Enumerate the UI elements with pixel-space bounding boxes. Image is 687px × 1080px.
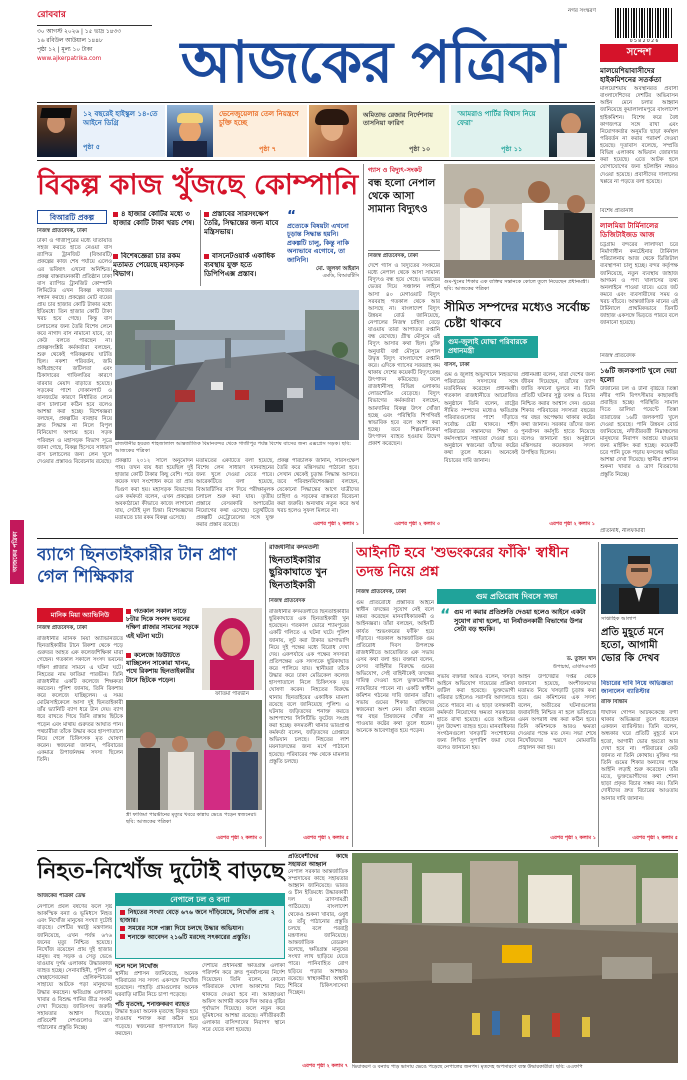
teaser-3-text: অমিতাভ রেজার নির্দেশনায় তাসনিয়া ফারিণ (363, 111, 433, 128)
sidebar-low-body: উজানের ঢল ও টানা বৃষ্টিতে তিস্তা নদীর পানি বিপৎসীমার কাছাকাছি প্রবাহিত হচ্ছে। পরিস্থিতি সামাল দিতে ডালিয়া পয়েন্টে তিস্তা ব্যারাজের ১৬টি জলকপাট খুলে দেওয়া হয়েছে। পানি উন্নয়ন বোর্ড জানিয়েছে, নদীতীরবর্তী নিম্নাঞ্চলের মানুষদের নিরাপদ আশ্রয়ে যাওয়ার জন্য মাইকিং করা হচ্ছে। কয়েকটি চরে পানি ঢুকে পড়ায় ফসলের ক্ষতির আশঙ্কা দেখা দিয়েছে। স্থানীয় প্রশাসন শুকনা খাবার ও ত্রাণ বিতরণের প্রস্তুতি নিচ্ছে। (600, 386, 678, 478)
teaser-2-text: ভেনেজুয়েলার তেল নিয়ন্ত্রণে চুক্তি হচ্ছে (219, 110, 299, 127)
floods-bullet-2-text: সময়ের সঙ্গে পাল্লা দিয়ে চলছে উদ্ধার অভিযান। (128, 925, 244, 933)
sidebar-mid-byline: নিজস্ব প্রতিবেদক (600, 353, 636, 359)
floods-sub-3: প্রতিবেশীদের কাছে সহায়তা আহ্বান (288, 853, 348, 868)
pm-photo-caption: গুম-খুনের শিকার এক ব্যক্তির সন্তানকে কোলে তুলে নিয়েছেন প্রধানমন্ত্রী। ছবি: আজকের পত্রিকা (444, 279, 589, 292)
column-label: সাপ্তাহিক আলাপ (601, 616, 637, 622)
lead-quote-text: প্রত্যেকে বিষয়টা এখনো চূড়ান্ত সিদ্ধান্ত হয়নি। প্রকল্পটি চালু, কিন্তু নাকি অন্যভাবে এগোবে, তা জানিনি। (287, 222, 349, 264)
floods-box-title: নেপালে ঢল ও বন্যা (116, 894, 284, 906)
pm-body-col-1: গুম ও জুলাই অভ্যুত্থানে নিহতদের পরিবারের সদস্যদের সঙ্গে মতবিনিময় করেছেন প্রধানমন্ত্রী। গতকাল রাজধানীতে আয়োজিত অনুষ্ঠানে তিনি বলেন, রাষ্ট্রের সীমিত সম্পদের মধ্যেও ক্ষতিগ্রস্ত পরিবারগুলোর পাশে দাঁড়াতে সর্বোচ্চ চেষ্টা থাকবে। শহীদ পরিবারের সন্তানদের শিক্ষা ও কর্মসংস্থানে সহায়তা দেওয়া হবে। অনুষ্ঠানে স্বজনেরা তাঁদের কষ্টের কথা তুলে ধরেন। অনেকেই বিচারের দাবি জানান। (444, 372, 518, 464)
column-portrait (601, 544, 678, 614)
pm-subhead: গুম-জুলাই যোদ্ধা পরিবারকে প্রধানমন্ত্রী (444, 336, 538, 358)
floods-headline[interactable]: নিহত-নিখোঁজ দুটোই বাড়ছে (37, 859, 285, 884)
teaser-3[interactable] (309, 105, 449, 157)
kamrangirchar-kicker: রাজধানীর কদমতলী (269, 544, 319, 551)
inquiry-headline[interactable]: আইনটি হবে 'শুভংকরের ফাঁকি' স্বাধীন তদন্ত নিয়ে প্রশ্ন (356, 545, 569, 580)
lead-quote (287, 210, 359, 290)
teaser-3-page: পৃষ্ঠা ১০ (409, 145, 431, 153)
sidebar-title: সন্দেশ (600, 44, 678, 62)
teaser-3-photo (309, 105, 357, 157)
lead-bullet-4 (204, 252, 284, 279)
teacher-byline: নিজস্ব প্রতিবেদক, ঢাকা (37, 625, 87, 631)
masthead-dates (37, 28, 157, 64)
edition: নগর সংস্করণ (568, 8, 596, 14)
lead-photo (115, 290, 359, 440)
lead-bullet-3-text: প্রস্তাবের সারসংক্ষেপ তৈরি, সিদ্ধান্তের জন্য যাবে মন্ত্রিসভায়। (204, 210, 279, 236)
pm-continued[interactable]: এরপর পৃষ্ঠা ২ কলাম ১ (549, 521, 595, 527)
floods-bullet-3-text: শনাক্তে আবেদন ২১৬টি মরদেহ সৎকারের প্রস্তুতি। (128, 933, 251, 941)
lead-body-col-1: ঢাকা ও গাজীপুরের মধ্যে যাতায়াত সহজ করতে হাতে নেওয়া বাস র‍্যাপিড ট্রানজিট (বিআরটি) প্রকল্পের কাজ শেষ পর্যায়ে এলেও এর ভবিষ্যৎ এখনো অনিশ্চিত। প্রকল্প বাস্তবায়নকারী প্রতিষ্ঠান ঢাকা বাস র‍্যাপিড ট্রানজিট কোম্পানি লিমিটেড এখন বিকল্প কাজের সন্ধান করছে। প্রকল্পের মোট ব্যয়ের প্রায় চার হাজার কোটি টাকার মধ্যে ইতিমধ্যে তিন হাজার কোটি টাকা খরচ হয়ে গেছে। কিন্তু বাস চলাচলের জন্য তৈরি বিশেষ লেনে কবে নাগাদ বাস নামানো যাবে, তা কেউ বলতে পারছেন না। প্রকল্পসংশ্লিষ্ট কর্মকর্তারা বলছেন, শুরু থেকেই পরিকল্পনায় ঘাটতি ছিল। নকশা পরিবর্তন, জমি অধিগ্রহণের জটিলতা এবং ঠিকাদারের গাফিলতির কারণে বারবার মেয়াদ বাড়াতে হয়েছে। সড়কের পাশে দোকানপাট ও যানজটের কারণে নির্ধারিত লেনে বাস চালানো কঠিন হবে বলেও আশঙ্কা করা হচ্ছে। বিশেষজ্ঞরা বলছেন, প্রকল্পটির ব্যবহার নিয়ে দ্রুত সিদ্ধান্ত না নিলে বিপুল বিনিয়োগ অপচয় হবে। সড়ক পরিবহন ও মহাসড়ক বিভাগ সূত্রে জানা গেছে, বিকল্প হিসেবে সাধারণ বাস চলাচলের জন্য লেন খুলে দেওয়ার প্রস্তাবও বিবেচনায় রয়েছে। (37, 238, 112, 465)
floods-box (115, 893, 285, 959)
nepal-power-byline: নিজস্ব প্রতিবেদক, ঢাকা (368, 253, 418, 259)
inquiry-body-col-3: আইন উপদেষ্টার দপ্তর থেকে জানানো হয়েছে, অংশীজনদের মতামত নিয়ে খসড়াটি চূড়ান্ত করা হবে। গুম কমিশনের এক সদস্য বলেন, অতীতের ঘটনাগুলোর জবাবদিহি নিশ্চিত না হলে ভবিষ্যতে এমন অপরাধ বন্ধ করা কঠিন হবে। তিনি কমিশনকে আরও ক্ষমতা দেওয়ার পক্ষে মত দেন। সভা শেষে নিখোঁজদের স্মরণে মোমবাতি প্রজ্বালন করা হয়। (518, 674, 596, 752)
column-headline[interactable]: প্রতি মুহূর্তে মনে হতো, আগামী ভোর কি দেখব (601, 627, 664, 664)
floods-sub-2: পাঁচ মৃতদেহ, শনাক্তকরণ ব্যাহত (115, 1001, 190, 1009)
floods-byline: আজকের পত্রিকা ডেস্ক (37, 893, 86, 899)
teacher-bullet-2 (126, 652, 200, 685)
teacher-body-col-1: রাজধানীর মানিক মিয়া অ্যাভিনিউতে ছিনতাইকারীর টানে রিকশা থেকে পড়ে গুরুতর আহত এক কলেজশিক্ষিকা মারা গেছেন। গতকাল সকালে সংসদ ভবনের দক্ষিণ প্লাজার সামনে এ ঘটনা ঘটে। নিহতের নাম ফাতিমা পারভীন। তিনি রাজধানীর একটি কলেজে শিক্ষকতা করতেন। পুলিশ জানায়, তিনি রিকশায় করে কলেজে যাচ্ছিলেন। এ সময় মোটরসাইকেলে আসা দুই ছিনতাইকারী তাঁর ভ্যানিটি ব্যাগ ধরে টান দেয়। ব্যাগ ধরে রাখতে গিয়ে তিনি রাস্তায় ছিটকে পড়েন এবং মাথায় গুরুতর আঘাত পান। পথচারীরা তাঁকে উদ্ধার করে হাসপাতালে নিয়ে গেলে চিকিৎসক মৃত ঘোষণা করেন। স্বজনেরা জানান, পরিবারের একমাত্র উপার্জনক্ষম সদস্য ছিলেন তিনি। (37, 636, 123, 764)
lead-bullet-1 (113, 210, 197, 228)
floods-body-col-3: দেশটির প্রধানমন্ত্রী ক্ষতিগ্রস্ত এলাকা পরিদর্শন করে দ্রুত পুনর্বাসনের নির্দেশ দিয়েছেন। তিনি বলেন, কোনো পরিবারকে খোলা আকাশের নিচে থাকতে দেওয়া হবে না। আবহাওয়া অফিস আগামী কয়েক দিন আরও বৃষ্টির পূর্বাভাস দিয়েছে। ফলে নতুন করে ভূমিধসের আশঙ্কা রয়েছে। নদীতীরবর্তী এলাকার বাসিন্দাদের নিরাপদ স্থানে সরে যেতে বলা হয়েছে। (202, 963, 285, 1034)
lead-bullet-1-text: ৪ হাজার কোটির মধ্যে ৩ হাজার কোটি টাকা খরচ শেষ। (113, 210, 195, 227)
floods-photo-caption: ভিয়াকরণ ও বন্যায় পাড় ভাসায় ভেঙে পড়েছে নেপালের জনপদ। মৃতদেহ অপসারণে ব্যস্ত উদ্ধারকারীরা। ছবি: এএফপি (352, 1064, 583, 1070)
floods-bullet-1-text: নিহতের সংখ্যা বেড়ে ৬৭৬ জনে দাঁড়িয়েছে, নিখোঁজ প্রায় ২ হাজার। (120, 909, 275, 925)
inquiry-body-col-2: সভায় বক্তারা আরও বলেন, খসড়া আইনে অভিযোগ দায়েরের প্রক্রিয়া জটিল করা হয়েছে। ভুক্তভোগী পরিবার চাইলেও সরাসরি আদালতে যেতে পারবে না। এ ছাড়া তদন্তকারী কর্মকর্তা নিয়োগের ক্ষমতা সরকারের হাতে রাখা হয়েছে। এতে আইনের মূল উদ্দেশ্য ব্যাহত হবে। মানবাধিকার সংগঠনগুলো খসড়াটি সংশোধনের জন্য লিখিত সুপারিশ জমা দেবে বলেও জানানো হয়। (437, 674, 515, 752)
teacher-portrait (202, 608, 262, 690)
teacher-photo-caption: স্ত্রী ফাতিমা পারভীনের মৃত্যুর খবরে কান্নায় ভেঙে পড়েন স্বজনেরা। ছবি: আজকের পত্রিকা (126, 812, 257, 825)
teaser-1[interactable] (37, 105, 165, 157)
sidebar-mid-body: চট্টগ্রাম বন্দরের লালদিয়া চরে নির্মাণাধীন কনটেইনার টার্মিনাল পরিচালনায় আজ থেকে ডিজিটাল ব্যবস্থাপনা চালু হচ্ছে। বন্দর কর্তৃপক্ষ জানিয়েছে, নতুন ব্যবস্থায় জাহাজ আগমন ও পণ্য খালাসের তথ্য অনলাইনে পাওয়া যাবে। এতে জট কমবে এবং ব্যবসায়ীদের সময় ও খরচ বাঁচবে। আন্তর্জাতিক মানের এই টার্মিনালে প্রাথমিকভাবে তিনটি জাহাজ একসঙ্গে ভিড়তে পারবে বলে জানানো হয়েছে। (600, 242, 678, 327)
website[interactable]: www.ajkerpatrika.com (37, 55, 102, 62)
day: রোববার (37, 10, 66, 20)
floods-photo (352, 853, 678, 1063)
barcode (615, 8, 673, 38)
inquiry-continued[interactable]: এরপর পৃষ্ঠা ২ কলাম ১ (550, 835, 596, 841)
masthead-day (37, 10, 97, 21)
teaser-1-text: ১২ বছরেই হাইস্কুল ১৪-তে আইনে ডিগ্রি (83, 110, 158, 127)
teaser-4-text: 'আমরাও পার্টির বিশ্বাস নিয়ে ফেরা' (457, 110, 536, 127)
pm-byline: বাসস, ঢাকা (444, 362, 470, 368)
newspaper-title: আজকের পত্রিকা (180, 28, 565, 96)
teaser-4-photo (549, 105, 595, 157)
pm-headline[interactable]: সীমিত সম্পদের মধ্যেও সর্বোচ্চ চেষ্টা থাকবে (444, 300, 590, 330)
lead-bullet-3 (204, 210, 284, 237)
quote-mark-icon: “ (287, 210, 297, 224)
floods-bullet-2 (120, 925, 280, 933)
sidebar-low-byline: প্রতিনিধি, নীলফামারী (600, 528, 645, 534)
side-label (10, 520, 24, 584)
kamrangirchar-headline[interactable]: ছিনতাইকারীর ছুরিকাঘাতে খুন ছিনতাইকারী (269, 555, 327, 591)
teaser-2-photo (167, 105, 213, 157)
inquiry-byline: নিজস্ব প্রতিবেদক, ঢাকা (356, 589, 406, 595)
inquiry-body-col-1: গুম প্রতিরোধে প্রস্তাবিত আইনে স্বাধীন তদন্তের সুযোগ নেই বলে মন্তব্য করেছেন মানবাধিকারকর্মী ও আইনজ্ঞরা। তাঁরা বলছেন, আইনটি কার্যত 'শুভংকরের ফাঁকি' হয়ে দাঁড়াবে। গতকাল আন্তর্জাতিক গুম প্রতিরোধ দিবস উপলক্ষে রাজধানীতে আয়োজিত এক সভায় এসব কথা বলা হয়। বক্তারা বলেন, যেসব বাহিনীর বিরুদ্ধে গুমের অভিযোগ, সেই বাহিনীকেই তদন্তের দায়িত্ব দেওয়া হলে ভুক্তভোগীরা ন্যায়বিচার পাবেন না। একটি স্বাধীন কমিশন গঠনের দাবি জানান তাঁরা। সভায় গুমের শিকার ব্যক্তিদের স্বজনেরা অংশ নেন। তাঁরা বছরের পর বছর প্রিয়জনের খোঁজ না পাওয়ার কষ্টের কথা তুলে ধরেন। অনেকে আবেগাপ্লুত হয়ে পড়েন। (356, 600, 434, 735)
sidebar-low-headline[interactable]: ১৬টি জলকপাট খুলে দেয়া হলো (600, 366, 677, 384)
lead-bullet-2-text: বিশেষজ্ঞেরা চার রকম মতামত পেয়েছে মহাসড়ক বিভাগ। (113, 252, 184, 278)
nepal-power-kicker: গ্যাস ও বিদ্যুৎ-সংকট (368, 166, 422, 174)
inquiry-banner: গুম প্রতিরোধ দিবসে সভা (437, 589, 596, 604)
teacher-headline[interactable]: ব্যাগে ছিনতাইকারীর টান প্রাণ গেল শিক্ষিকার (37, 545, 237, 588)
teacher-tag: মানিক মিয়া অ্যাভিনিউ (37, 608, 123, 622)
date-line-1: ৩০ আগস্ট ২০২৬ | ১৫ ভাদ্র ১৪৩৩ (37, 29, 121, 35)
teaser-4-page: পৃষ্ঠা ১১ (501, 145, 523, 153)
sidebar-top-headline[interactable]: মালয়েশিয়াবাসীদের হাইকমিশনের সতর্কতা (600, 66, 662, 84)
side-label-text: আজকের পত্রিকা (12, 531, 19, 573)
lead-bullet-2 (113, 252, 197, 279)
barcode-digits: 0 5 8 2 0 2 6 (629, 39, 659, 44)
lead-photo-caption: রাজধানীর হযরত শাহজালাল আন্তর্জাতিক বিমানবন্দর থেকে গাজীপুর পর্যন্ত বিশেষ বাসের জন্য এক্সপ্রেস সড়ক। ছবি: আজকের পত্রিকা (115, 441, 352, 454)
column-body: দীর্ঘদিন গোপন আটককেন্দ্রে বন্দী থাকার অভিজ্ঞতা তুলে ধরেছেন একজন ব্যারিস্টার। তিনি বলেন, অন্ধকার ঘরে প্রতিটি মুহূর্তে মনে হতো, আগামী ভোর হয়তো আর দেখা হবে না। পরিবারের কেউ জানত না তিনি কোথায়। মুক্তির পর তিনি গুমের শিকার অন্যদের পক্ষে আইনি লড়াই শুরু করেছেন। তাঁর মতে, ভুক্তভোগীদের কথা শোনা ছাড়া প্রকৃত বিচার সম্ভব নয়। তিনি দোষীদের দ্রুত বিচারের আওতায় আনার দাবি জানান। (601, 710, 678, 802)
quote-mark-icon: “ (440, 608, 451, 624)
pm-photo (444, 164, 595, 278)
teacher-bullet-2-text: কলেজে ডিউটিতে যাচ্ছিলেন সাকোরা খানম, পথে রিকশায় ছিনতাইকারীর টানে ছিটকে পড়েন। (126, 652, 195, 684)
sidebar-top-byline: বিশেষ প্রতিনিধি (600, 208, 633, 214)
teaser-2[interactable] (167, 105, 307, 157)
floods-body-col-1: নেপালে প্রবল বর্ষণের ফলে সৃষ্ট আকস্মিক বন্যা ও ভূমিধসে নিহত এবং নিখোঁজ মানুষের সংখ্যা দুটোই বাড়ছে। দেশটির স্বরাষ্ট্র মন্ত্রণালয় জানিয়েছে, এখন পর্যন্ত ৬৭৬ জনের মৃত্যু নিশ্চিত হয়েছে। নিখোঁজ রয়েছেন প্রায় দুই হাজার মানুষ। বহু সড়ক ও সেতু ভেঙে যাওয়ায় দুর্গম এলাকায় উদ্ধারকাজ ব্যাহত হচ্ছে। সেনাবাহিনী, পুলিশ ও স্বেচ্ছাসেবকেরা হেলিকপ্টারের সাহায্যে আটকে পড়া মানুষদের উদ্ধার করছেন। ক্ষতিগ্রস্ত এলাকায় খাবার ও বিশুদ্ধ পানির তীব্র সংকট দেখা দিয়েছে। জাতিসংঘ জরুরি সহায়তার আশ্বাস দিয়েছে। প্রতিবেশী দেশগুলোও ত্রাণ পাঠানোর প্রস্তুতি নিচ্ছে। (37, 904, 112, 1032)
inquiry-quote-text: গুম না করার প্রতিশ্রুতি দেওয়া হলেও আইনে একটা সুযোগ রাখা হলো, যা নির্যাতনকারী বিভাগের উপর সেটা বড় হুমকি। (454, 608, 586, 634)
teacher-bullet-1 (126, 608, 200, 641)
column-subhead: বিচারের দাবি নিয়ে অভিজ্ঞতা জানালেন ব্যারিস্টার (601, 680, 674, 696)
lead-tag: বিআরটি প্রকল্প (37, 210, 107, 224)
lead-body-col-2: প্রকল্পটি ২০১২ সালে অনুমোদন পায়। তখন ব্যয় ধরা হয়েছিল দুই হাজার কোটি টাকার কিছু বেশি। পরে কয়েক দফা সংশোধন করে তা প্রায় দ্বিগুণ করা হয়। মহাসড়ক বিভাগের এক কর্মকর্তা বলেন, এখন প্রকল্পের অবকাঠামো কীভাবে কাজে লাগানো যায়, সেটাই মূল চিন্তা। বিশেষজ্ঞদের মতামতে চার রকম বিকল্প এসেছে। (115, 458, 193, 521)
column-continued[interactable]: এরপর পৃষ্ঠা ২ কলাম ৫ (632, 835, 678, 841)
date-line-2: ১৬ রবিউল আউয়াল ১৪৪৮ (37, 37, 103, 44)
teaser-2-page: পৃষ্ঠা ৭ (259, 145, 277, 153)
teacher-bullet-1-text: গতকাল সকাল সাড়ে ৮টার দিকে সংসদ ভবনের দক্ষিণ প্লাজার সামনের সড়কে এই ঘটনা ঘটে। (126, 608, 199, 640)
kamrangirchar-byline: নিজস্ব প্রতিবেদক (269, 598, 306, 604)
pm-body-col-2: প্রধানমন্ত্রী বলেন, যাঁরা দেশের জন্য জীবন দিয়েছেন, তাঁদের ত্যাগ জাতি কখনো ভুলবে না। তিনি প্রতিটি ঘটনার সুষ্ঠু তদন্ত ও বিচার নিশ্চিত করার আশ্বাস দেন। গুমের শিকার পরিবারের সদস্যরা বছরের পর বছর অপেক্ষায় থাকার কষ্টের কথা জানান। সরকার তাঁদের জন্য পুনর্বাসন কর্মসূচি হাতে নিয়েছে বলেও জানানো হয়। অনুষ্ঠানে মন্ত্রিসভার কয়েকজন সদস্য উপস্থিত ছিলেন। (521, 372, 595, 457)
sidebar-mid-headline[interactable]: লালমিয়া টার্মিনালের ডিজিটাইজড আজ (600, 221, 659, 239)
lead-quote-attr: মো. জুলফা আইরান (316, 266, 359, 273)
floods-body-col-4: প্রতিবেশীদের কাছে সহায়তা আহ্বান নেপাল সরকার আন্তর্জাতিক সম্প্রদায়ের কাছে সহায়তার আহ্বান জানিয়েছে। ভারত ও চীন ইতিমধ্যে উদ্ধারকারী দল ও ত্রাণসামগ্রী পাঠিয়েছে। বাংলাদেশ থেকেও শুকনা খাবার, ওষুধ ও তাঁবু পাঠানোর প্রস্তুতি চলছে বলে পররাষ্ট্র মন্ত্রণালয় জানিয়েছে। আন্তর্জাতিক রেডক্রস বলেছে, ক্ষতিগ্রস্ত মানুষের সংখ্যা লাখ ছাড়িয়ে যেতে পারে। পানিবাহিত রোগ ছড়িয়ে পড়ার আশঙ্কাও রয়েছে। স্বাস্থ্যকর্মীরা অস্থায়ী শিবিরে চিকিৎসাসেবা দিচ্ছেন। (288, 853, 348, 996)
teaser-4[interactable] (451, 105, 595, 157)
inquiry-quote-role: উপাচার্য, এবিসিএসটি (553, 664, 596, 670)
floods-bullet-3 (120, 934, 280, 942)
lead-bullet-4-text: বাসনেটওয়ার্ক একাধিক ব্যবস্থায় যুক্ত হতে ডিপিপিএক্স প্রস্তাব। (204, 252, 276, 278)
lead-body-col-4: প্রকল্প পরিচালক জানান, সারসংক্ষেপ তৈরি করে মন্ত্রিসভায় পাঠানো হবে। সেখান থেকেই চূড়ান্ত সিদ্ধান্ত আসবে। তবে পরিবহনবিশেষজ্ঞরা বলছেন, যেকোনো সিদ্ধান্তের আগে যাত্রীদের চাহিদা ও সড়কের বাস্তবতা বিবেচনা করা জরুরি। অন্যথায় নতুন করে অর্থ খরচ হলেও সুফল মিলবে না। (277, 458, 359, 514)
lead-body-col-3: মতামতের একটিতে বলা হয়েছে, বিশেষ লেন সাধারণ যানবাহনের জন্য খুলে দেওয়া যেতে পারে। আরেকটিতে বলা হয়েছে, বিআরটিসির বাস দিয়ে পরীক্ষামূলক চলাচল শুরু করা যায়। তৃতীয় প্রস্তাবে বেসরকারি অপারেটর নিয়োগের কথা এসেছে। চতুর্থটিতে প্রকল্পটি মেট্রোরেলের সঙ্গে যুক্ত করার প্রস্তাব রয়েছে। (196, 458, 274, 528)
teaser-1-photo (37, 105, 77, 157)
nepal-power-continued[interactable]: এরপর পৃষ্ঠা ২ কলাম ৩ (394, 521, 440, 527)
teacher-continued[interactable]: এরপর পৃষ্ঠা ২ কলাম ৩ (216, 835, 262, 841)
inquiry-quote-attr: ড. তুহিন খান (566, 656, 596, 662)
sidebar-top-body: মালয়েশিয়ায় অবস্থানরত প্রবাসী বাংলাদেশিদের দেশটির অভিবাসন আইন মেনে চলার আহ্বান জানিয়েছে কুয়ালালামপুরে বাংলাদেশ হাইকমিশন। বিশেষ করে বৈধ কাগজপত্র সঙ্গে রাখা এবং নিয়োগকর্তার অনুমতি ছাড়া কর্মস্থল পরিবর্তন না করার পরামর্শ দেওয়া হয়েছে। দূতাবাস বলেছে, সম্প্রতি বিভিন্ন এলাকায় অভিযান জোরদার করা হয়েছে। এতে আটক হলে যোগাযোগের জন্য হটলাইন নম্বরও দেওয়া হয়েছে। প্রবাসীদের দালালের খপ্পরে না পড়তে বলা হয়েছে। (600, 86, 678, 185)
nepal-power-body: দেশে গ্যাস ও বিদ্যুতের সংকটের মধ্যে নেপাল থেকে আসা সামান্য বিদ্যুৎও বন্ধ হয়ে গেছে। ভারতের ভেতর দিয়ে সঞ্চালন লাইনে আসা ৪০ মেগাওয়াট বিদ্যুৎ সরবরাহ গতকাল থেকে আর আসছে না। বাংলাদেশ বিদ্যুৎ উন্নয়ন বোর্ড জানিয়েছে, নেপালের নিজস্ব চাহিদা বেড়ে যাওয়ায় তারা আপাতত রপ্তানি বন্ধ রেখেছে। গ্রীষ্ম মৌসুমে এই বিদ্যুৎ আসার কথা ছিল। চুক্তি অনুযায়ী বর্ষা মৌসুমে নেপাল উদ্বৃত্ত বিদ্যুৎ বাংলাদেশে রপ্তানি করে। এদিকে গ্যাসের সরবরাহ কম থাকায় দেশের কয়েকটি বিদ্যুৎকেন্দ্র উৎপাদন কমিয়েছে। ফলে রাজধানীসহ বিভিন্ন এলাকায় লোডশেডিং বেড়েছে। বিদ্যুৎ বিভাগের কর্মকর্তারা বলছেন, আমদানির বিকল্প উৎস খোঁজা হচ্ছে এবং পরিস্থিতি শিগগিরই স্বাভাবিক হবে বলে আশা করা হচ্ছে। তবে শিল্পমালিকেরা উৎপাদন ব্যাহত হওয়ায় উদ্বেগ প্রকাশ করেছেন। (368, 263, 440, 448)
floods-bullet-1 (120, 909, 280, 925)
lead-quote-role: এমডি, বিআরটিসি (322, 272, 359, 279)
teaser-1-page: পৃষ্ঠা ৫ (83, 143, 101, 151)
column-author: রাফি বিন্তিমি (601, 699, 628, 705)
floods-sub-1: দলে দলে নিখোঁজ (115, 963, 159, 970)
teacher-portrait-caption: ফাতিমা পারভীন (215, 691, 249, 697)
inquiry-quote (440, 608, 596, 658)
teacher-photo (126, 700, 262, 810)
floods-body-col-2: দলে দলে নিখোঁজ স্থানীয় প্রশাসন জানিয়েছে, অনেক পরিবারের সব সদস্য একসঙ্গে নিখোঁজ হয়েছেন। পাহাড়ি গ্রামগুলোর অনেক ঘরবাড়ি মাটির নিচে চাপা পড়েছে। পাঁচ মৃতদেহ, শনাক্তকরণ ব্যাহত উদ্ধার হওয়া অনেক মৃতদেহ বিকৃত হয়ে যাওয়ায় শনাক্ত করা কঠিন হয়ে পড়েছে। স্বজনেরা হাসপাতালে ভিড় করছেন। (115, 963, 198, 1037)
floods-continued[interactable]: এরপর পৃষ্ঠা ২ কলাম ৭ (302, 1063, 348, 1069)
lead-byline: নিজস্ব প্রতিবেদক, ঢাকা (37, 228, 87, 234)
kamrangirchar-continued[interactable]: এরপর পৃষ্ঠা ২ কলাম ৫ (303, 835, 349, 841)
lead-headline[interactable]: বিকল্প কাজ খুঁজছে কোম্পানি (37, 168, 359, 201)
kamrangirchar-body: রাজধানীর কদমতলীতে ছিনতাইকারীর ছুরিকাঘাতে এক ছিনতাইকারী খুন হয়েছেন। গতকাল ভোরে শ্যামপুরের একটি গলিতে এ ঘটনা ঘটে। পুলিশ জানায়, লুট করা টাকার ভাগাভাগি নিয়ে দুই পক্ষের মধ্যে বিরোধ দেখা দেয়। একপর্যায়ে এক পক্ষের সদস্যরা প্রতিপক্ষের এক সদস্যকে ছুরিকাঘাত করে পালিয়ে যায়। স্থানীয়রা তাঁকে উদ্ধার করে ঢাকা মেডিকেল কলেজ হাসপাতালে নিলে চিকিৎসক মৃত ঘোষণা করেন। নিহতের বিরুদ্ধে থানায় ছিনতাইয়ের একাধিক মামলা রয়েছে বলে জানিয়েছে পুলিশ। এ ঘটনায় জড়িতদের শনাক্ত করতে আশপাশের সিসিটিভি ফুটেজ সংগ্রহ করা হচ্ছে। কদমতলী থানার ভারপ্রাপ্ত কর্মকর্তা বলেন, জড়িতদের গ্রেপ্তারে অভিযান চলছে। নিহতের লাশ ময়নাতদন্তের জন্য মর্গে পাঠানো হয়েছে। পরিবারের পক্ষ থেকে মামলার প্রস্তুতি চলছে। (269, 609, 349, 765)
nepal-power-headline[interactable]: বন্ধ হলো নেপাল থেকে আসা সামান্য বিদ্যুৎও (368, 178, 436, 215)
pages-price: পৃষ্ঠা ১২ | মূল্য ১০ টাকা (37, 46, 93, 53)
lead-continued[interactable]: এরপর পৃষ্ঠা ২ কলাম ১ (313, 521, 359, 527)
